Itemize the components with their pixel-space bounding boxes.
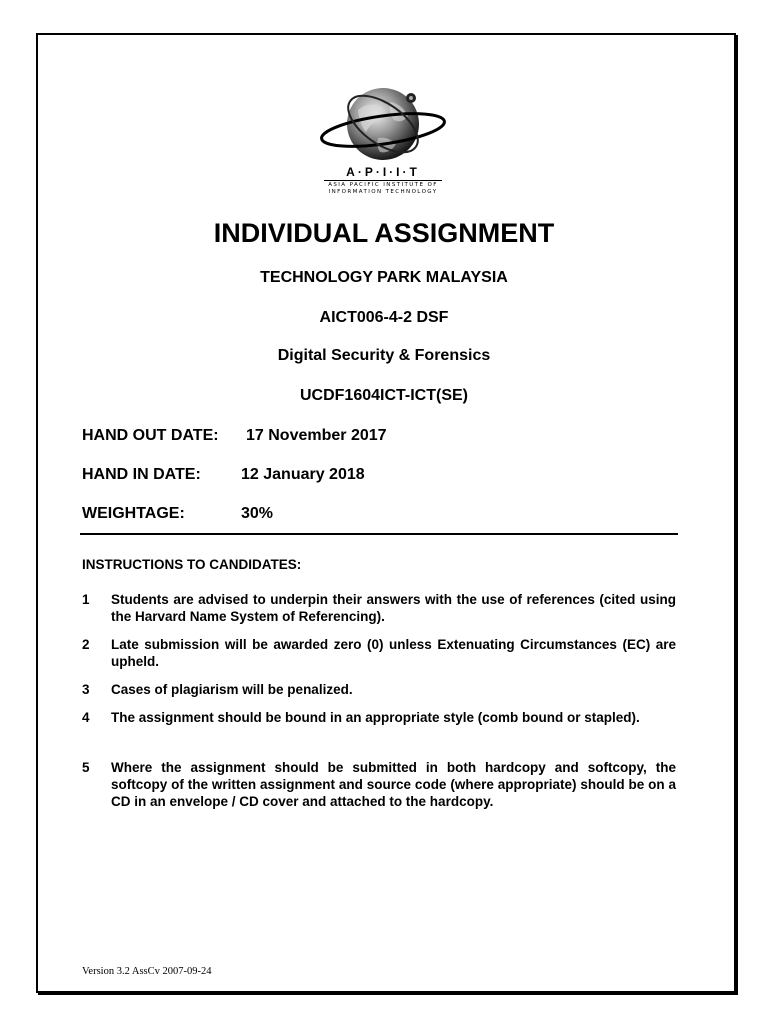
hand-out-label: HAND OUT DATE:	[82, 427, 219, 444]
instruction-item	[82, 636, 676, 670]
weightage-value: 30%	[241, 505, 274, 522]
weightage-label: WEIGHTAGE:	[82, 505, 185, 522]
instruction-item	[82, 681, 676, 698]
instruction-text: Students are advised to underpin their answers with the use of references (cited using the Harvard Name System of Referencing).	[111, 592, 676, 624]
logo-name: A·P·I·I·T	[346, 165, 420, 179]
instruction-item	[82, 709, 676, 726]
weightage-row	[82, 505, 274, 523]
hand-out-value: 17 November 2017	[246, 427, 387, 444]
module-code: AICT006-4-2 DSF	[319, 309, 449, 326]
module-name: Digital Security & Forensics	[277, 347, 491, 364]
instruction-number: 5	[82, 760, 90, 775]
hand-in-value: 12 January 2018	[241, 466, 365, 483]
hand-out-row	[82, 427, 387, 445]
instruction-text: Cases of plagiarism will be penalized.	[111, 682, 353, 697]
instruction-item	[82, 591, 676, 625]
section-divider	[80, 533, 678, 535]
instruction-text: The assignment should be bound in an appropriate style (comb bound or stapled).	[111, 710, 640, 725]
instruction-number: 1	[82, 592, 90, 607]
campus-name: TECHNOLOGY PARK MALAYSIA	[260, 269, 508, 286]
instruction-number: 2	[82, 637, 90, 652]
instruction-number: 3	[82, 682, 90, 697]
hand-in-row	[82, 466, 365, 484]
hand-in-label: HAND IN DATE:	[82, 466, 201, 483]
instruction-text: Where the assignment should be submitted in both hardcopy and softcopy, the softcopy of the written assignment and source code (where appropriate) should be on a CD in an envelope / CD cover and attached to the hardcopy.	[111, 760, 676, 809]
instruction-item	[82, 759, 676, 810]
document-title: INDIVIDUAL ASSIGNMENT	[213, 218, 555, 248]
logo-subtitle-2: INFORMATION TECHNOLOGY	[328, 188, 438, 195]
instructions-heading: INSTRUCTIONS TO CANDIDATES:	[82, 557, 302, 572]
institute-logo-text	[318, 166, 448, 195]
instruction-text: Late submission will be awarded zero (0) unless Extenuating Circumstances (EC) are upheld.	[111, 637, 676, 669]
logo-divider	[324, 180, 442, 181]
intake-code: UCDF1604ICT-ICT(SE)	[299, 387, 469, 404]
logo-subtitle-1: ASIA PACIFIC INSTITUTE OF	[328, 182, 438, 188]
instruction-number: 4	[82, 710, 90, 725]
version-footer: Version 3.2 AssCv 2007-09-24	[82, 966, 212, 977]
